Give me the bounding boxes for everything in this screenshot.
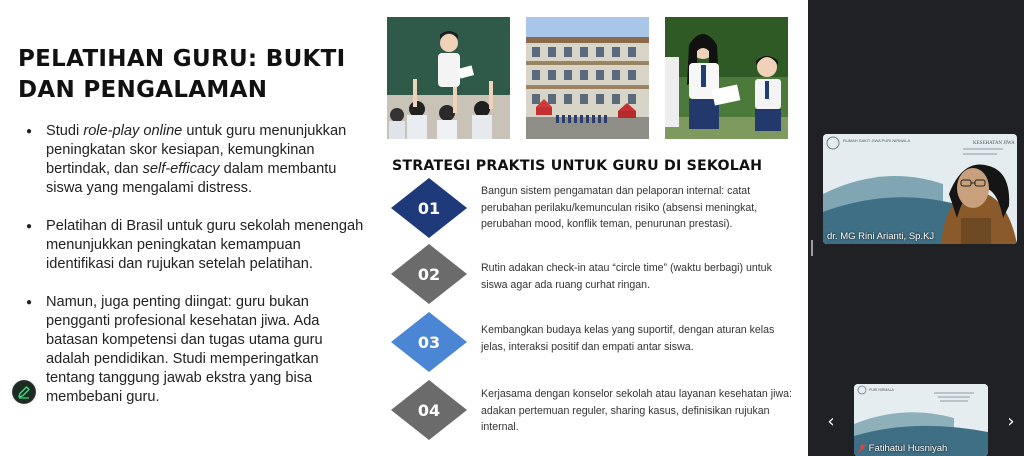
bullet-item: [26, 122, 366, 198]
strategy-step: [391, 380, 801, 446]
mic-off-icon: [858, 444, 866, 453]
step-number: 02: [417, 264, 441, 284]
participant-name: Fatihatul Husniyah: [868, 443, 948, 454]
strategy-title: STRATEGI PRAKTIS UNTUK GURU DI SEKOLAH: [392, 158, 763, 174]
participant-tile-secondary[interactable]: [854, 384, 988, 456]
participant-video: [823, 134, 1017, 244]
slide-title: PELATIHAN GURU: BUKTI DAN PENGALAMAN: [18, 46, 346, 103]
svg-text:PURI NIRMALA: PURI NIRMALA: [869, 388, 894, 392]
participant-tile-main[interactable]: [823, 134, 1017, 244]
step-text: Kerjasama dengan konselor sekolah atau layanan kesehatan jiwa: adakan pertemuan reguler, sharing kasus, definisikan rujukan internal.: [481, 388, 792, 433]
previous-participants-button[interactable]: ‹: [827, 411, 835, 432]
bullet-text: dalam membantu siswa yang mengalami distress.: [46, 161, 337, 196]
school-building-photo: [526, 17, 649, 139]
next-participants-button[interactable]: ›: [1007, 411, 1015, 432]
bullet-text: untuk guru menunjukkan peningkatan skor kesiapan, kemungkinan bertindak, dan: [46, 123, 347, 177]
participant-name-row: [858, 443, 947, 454]
step-number: 03: [417, 332, 441, 352]
bullet-text: Studi: [46, 123, 84, 139]
strategy-step: [391, 244, 801, 310]
bullet-item: ● Namun, juga penting diingat: guru bukan pengganti profesional kesehatan jiwa. Ada batasan kompetensi dan tugas utama guru adalah pendidikan. Studi memperingatkan tentang tanggung jawab ekstra yang bisa membebani guru.: [26, 293, 366, 407]
edit-button[interactable]: [12, 380, 36, 404]
participant-name: dr. MG Rini Arianti, Sp.KJ: [827, 231, 935, 242]
step-text: Kembangkan budaya kelas yang suportif, dengan aturan kelas jelas, interaksi positif dan empati antar siswa.: [481, 324, 775, 353]
bullet-list: [26, 122, 366, 426]
classroom-photo: [387, 17, 510, 139]
step-number: 04: [417, 400, 441, 420]
strategy-step: [391, 178, 801, 244]
step-text: Bangun sistem pengamatan dan pelaporan internal: catat perubahan perilaku/kemunculan risiko (absensi meningkat, perubahan mood, konflik teman, penurunan prestasi).: [481, 185, 758, 230]
bullet-italic: self-efficacy: [142, 161, 220, 177]
bullet-italic: role-play online: [83, 123, 183, 139]
students-photo: [665, 17, 788, 139]
svg-text:KESEHATAN JIWA: KESEHATAN JIWA: [973, 141, 1015, 146]
svg-text:RUMAH SAKIT JIWA PURI NIRMALA: RUMAH SAKIT JIWA PURI NIRMALA: [843, 138, 911, 143]
panel-resize-handle[interactable]: [811, 240, 813, 256]
bullet-item: ● Pelatihan di Brasil untuk guru sekolah menengah menunjukkan peningkatan kemampuan identifikasi dan rujukan setelah pelatihan.: [26, 217, 366, 274]
strategy-step: [391, 312, 801, 378]
pencil-icon: [17, 385, 31, 399]
step-number: 01: [417, 198, 441, 218]
step-text: Rutin adakan check-in atau “circle time” (waktu berbagi) untuk siswa agar ada ruang curhat ringan.: [481, 262, 772, 291]
